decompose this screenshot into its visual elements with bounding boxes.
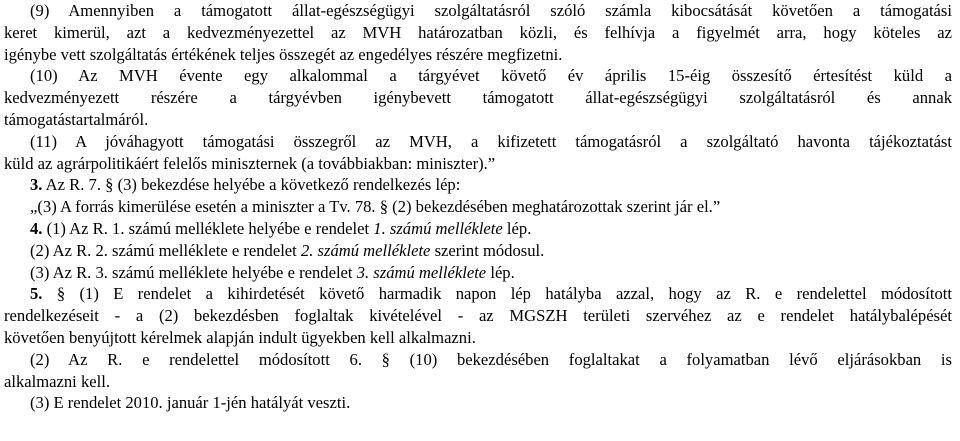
section-4-line-2-annex-ref: 2. számú melléklete <box>300 240 431 260</box>
section-5-line-3: követően benyújtott kérelmek alapján indult ügyekben kell alkalmazni. <box>4 327 476 347</box>
section-4-line-3 <box>4 262 952 284</box>
section-3-text: Az R. 7. § (3) bekezdése helyébe a következő rendelkezés lép: <box>42 175 461 195</box>
section-5-line-1 <box>4 283 952 305</box>
section-3-number: 3. <box>30 175 43 195</box>
paragraph-11-line-1: (11) A jóváhagyott támogatási összegről az MVH, a kifizetett támogatásról a szolgáltató havonta tájékoztatást <box>30 131 952 151</box>
section-4-line-3-end: lép. <box>486 262 515 282</box>
section-5-line-6: (3) E rendelet 2010. január 1-jén hatályát veszti. <box>30 393 351 413</box>
paragraph-11-line-2: küld az agrárpolitikáért felelős miniszternek (a továbbiakban: miniszter).” <box>4 153 496 173</box>
section-5-line-1-text: § (1) E rendelet a kihirdetését követő harmadik napon lép hatályba azzal, hogy az R. e rendelettel módosított <box>42 284 952 304</box>
paragraph-10-line-2: kedvezményezett részére a tárgyévben igénybevett támogatott állat-egészségügyi szolgáltatásról és annak <box>4 88 952 108</box>
paragraph-10-line-1: (10) Az MVH évente egy alkalommal a tárgyévet követő év április 15-éig összesítő értesítést küld a <box>30 66 952 86</box>
section-4-line-1-annex-ref: 1. számú melléklete <box>373 218 503 238</box>
section-5-line-2: rendelkezéseit - a (2) bekezdésben foglaltak kivételével - az MGSZH területi szervéhez az e rendelet hatálybalépését <box>4 306 952 326</box>
section-4-line-3-annex-ref: 3. számú melléklete <box>356 262 487 282</box>
section-4-line-1-text: (1) Az R. 1. számú melléklete helyébe e rendelet <box>42 218 374 238</box>
section-4-line-2-text: (2) Az R. 2. számú melléklete e rendelet <box>30 240 301 260</box>
paragraph-9-line-2: keret kimerül, azt a kedvezményezettel az MVH határozatban közli, és felhívja a figyelmét arra, hogy köteles az <box>4 22 952 42</box>
section-4-line-2-end: szerint módosul. <box>430 240 545 260</box>
paragraph-9-line-3: igénybe vett szolgáltatás értékének teljes összegét az engedélyes részére megfizetni. <box>4 44 563 64</box>
paragraph-9-line-1: (9) Amennyiben a támogatott állat-egészségügyi szolgáltatásról szóló számla kibocsátását követően a támogatási <box>30 1 952 20</box>
section-5-number: 5. <box>30 284 43 304</box>
section-4-line-1-end: lép. <box>502 218 532 238</box>
section-3-quote: „(3) A forrás kimerülése esetén a miniszter a Tv. 78. § (2) bekezdésében meghatározottak szerint jár el.” <box>30 197 721 217</box>
paragraph-10-line-3: támogatástartalmáról. <box>4 109 149 129</box>
section-4-line-1 <box>4 218 952 240</box>
section-5-line-5: alkalmazni kell. <box>4 371 110 391</box>
section-4-line-3-text: (3) Az R. 3. számú melléklete helyébe e rendelet <box>30 262 357 282</box>
section-4-number: 4. <box>30 218 43 238</box>
section-5-line-4: (2) Az R. e rendelettel módosított 6. § (10) bekezdésében foglaltakat a folyamatban lévő eljárásokban is <box>30 349 952 369</box>
section-4-line-2 <box>4 240 952 262</box>
section-3-line <box>4 174 952 196</box>
